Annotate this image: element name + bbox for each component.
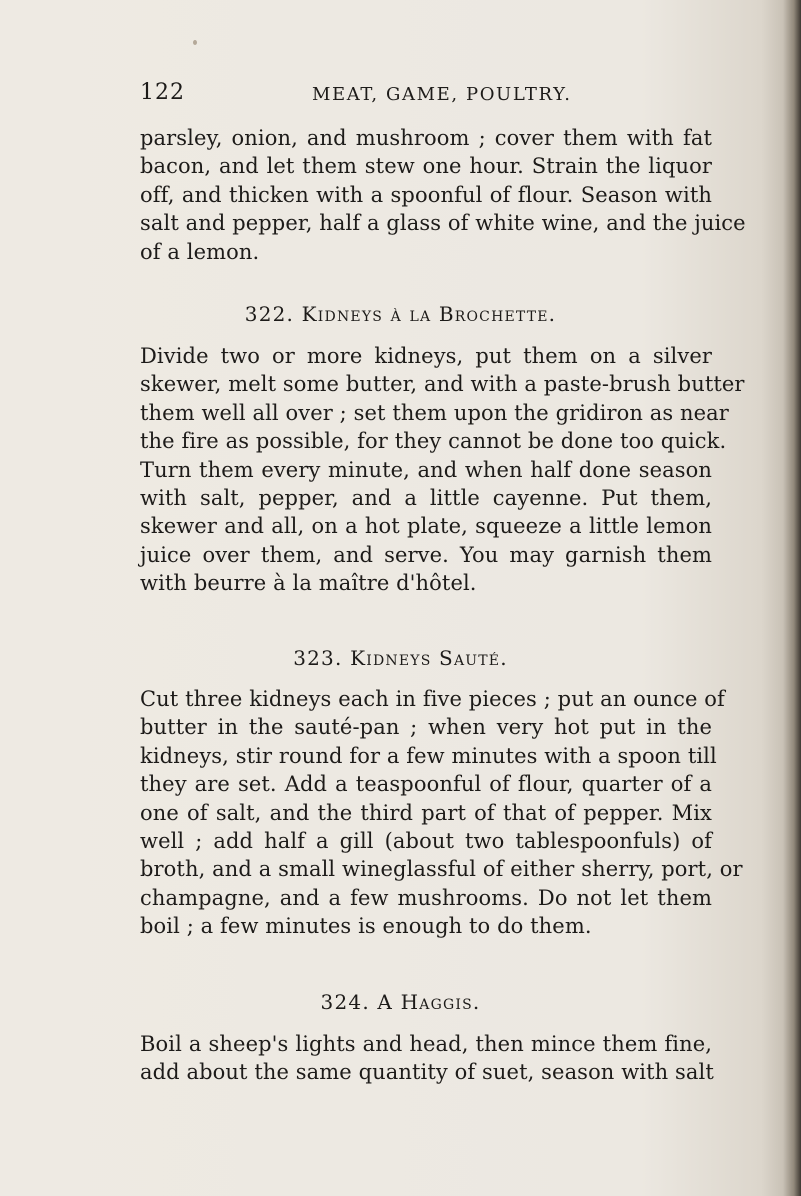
recipe-heading-323: 323. Kidneys Sauté. [293, 646, 508, 670]
text-line: broth, and a small wineglassful of either sherry, port, or [140, 857, 743, 882]
text-line: well ; add half a gill (about two tablespoonfuls) of [140, 828, 712, 853]
recipe-heading-322: 322. Kidneys à la Brochette. [244, 302, 557, 326]
text-line: Boil a sheep's lights and head, then mince them fine, [140, 1032, 712, 1056]
text-line: with beurre à la maître d'hôtel. [140, 571, 477, 596]
text-line: one of salt, and the third part of that of pepper. Mix [140, 800, 712, 825]
recipe-body-324 [140, 1030, 712, 1087]
page-number: 122 [140, 80, 185, 105]
text-line: them well all over ; set them upon the gridiron as near [140, 400, 729, 425]
text-line: kidneys, stir round for a few minutes with a spoon till [140, 743, 717, 768]
recipe-heading-324: 324. A Haggis. [320, 990, 481, 1014]
text-line: juice over them, and serve. You may garnish them [140, 542, 712, 567]
recipe-body-323 [140, 685, 743, 941]
text-line: they are set. Add a teaspoonful of flour, quarter of a [140, 772, 712, 797]
text-line: skewer and all, on a hot plate, squeeze a little lemon [140, 514, 712, 539]
intro-paragraph [140, 124, 746, 266]
ink-speck [193, 40, 197, 45]
text-line: boil ; a few minutes is enough to do them. [140, 914, 592, 939]
running-head: MEAT, GAME, POULTRY. [312, 84, 572, 105]
text-line: bacon, and let them stew one hour. Strain the liquor [140, 154, 712, 179]
text-line: of a lemon. [140, 239, 260, 264]
text-line: Divide two or more kidneys, put them on a silver [140, 344, 712, 368]
text-line: butter in the sauté-pan ; when very hot put in the [140, 715, 712, 740]
text-line: with salt, pepper, and a little cayenne. Put them, [140, 485, 712, 510]
text-line: salt and pepper, half a glass of white wine, and the juice [140, 211, 746, 236]
text-line: champagne, and a few mushrooms. Do not let them [140, 885, 712, 910]
text-line: the fire as possible, for they cannot be done too quick. [140, 429, 727, 454]
recipe-body-322 [140, 342, 745, 598]
text-line: off, and thicken with a spoonful of flour. Season with [140, 182, 712, 207]
text-line: parsley, onion, and mushroom ; cover them with fat [140, 126, 712, 150]
text-line: Turn them every minute, and when half done season [140, 457, 712, 482]
page-edge-shadow [783, 0, 801, 1196]
text-line: skewer, melt some butter, and with a paste-brush butter [140, 372, 745, 397]
page-header [140, 80, 580, 110]
text-line: add about the same quantity of suet, season with salt [140, 1060, 714, 1085]
text-line: Cut three kidneys each in five pieces ; put an ounce of [140, 687, 725, 711]
